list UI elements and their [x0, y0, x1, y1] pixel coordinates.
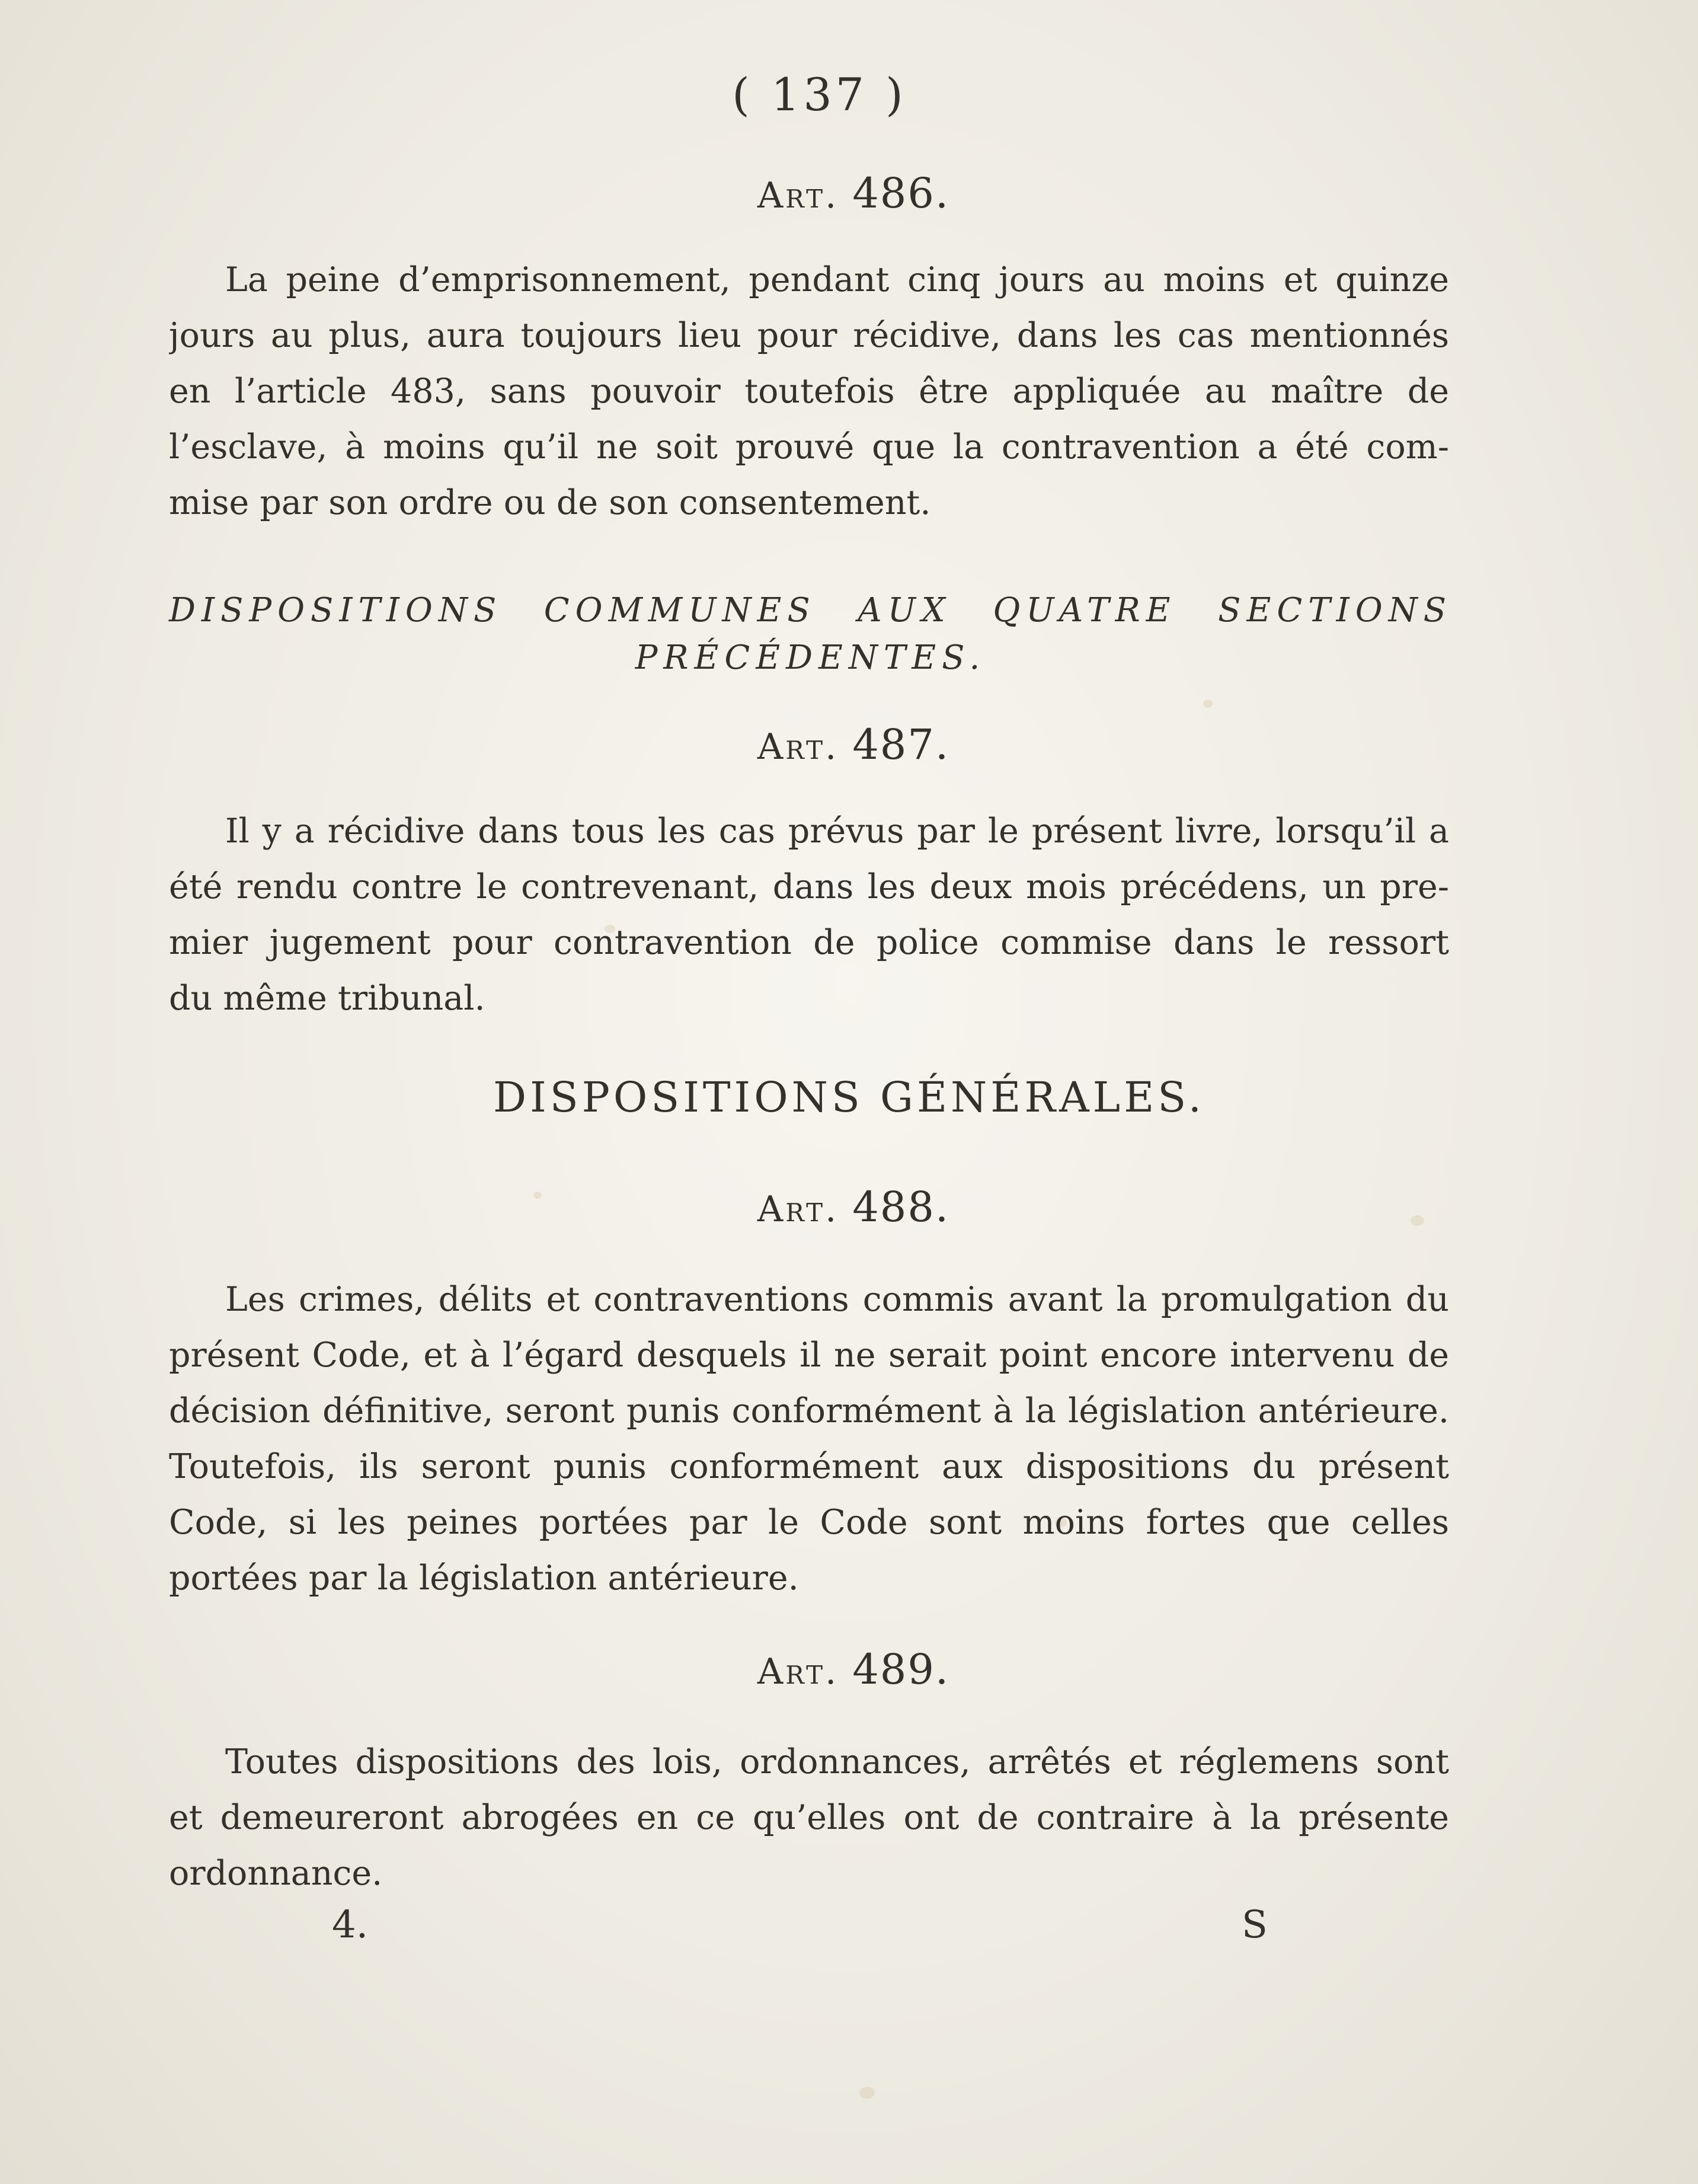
text-line: été rendu contre le contrevenant, dans les deux mois précédens, un pre- — [169, 867, 1449, 906]
article-heading-486 — [533, 169, 1173, 218]
text-line: ordonnance. — [169, 1854, 383, 1893]
text-line: mier jugement pour contravention de police commise dans le ressort — [169, 923, 1449, 962]
text-line: portées par la législation antérieure. — [169, 1559, 799, 1598]
text-line: Toutes dispositions des lois, ordonnances, arrêtés et réglemens sont — [225, 1742, 1449, 1781]
article-number: 488. — [852, 1183, 950, 1231]
paper-stain — [1411, 1215, 1424, 1226]
text-line: Il y a récidive dans tous les cas prévus par le présent livre, lorsqu’il a — [225, 812, 1449, 851]
text-line: l’esclave, à moins qu’il ne soit prouvé que la contravention a été com- — [169, 427, 1449, 467]
article-label: Art. — [757, 1651, 839, 1693]
text-line: en l’article 483, sans pouvoir toutefois être appliquée au maître de — [169, 372, 1449, 411]
text-line: mise par son ordre ou de son consentement. — [169, 483, 931, 522]
signature-mark-right: S — [1242, 1903, 1268, 1947]
text-line: jours au plus, aura toujours lieu pour récidive, dans les cas mentionnés — [169, 316, 1449, 355]
article-heading-489 — [533, 1645, 1173, 1694]
text-line: et demeureront abrogées en ce qu’elles ont de contraire à la présente — [169, 1798, 1449, 1837]
article-number: 486. — [852, 169, 950, 218]
article-number: 489. — [852, 1645, 950, 1694]
text-line: La peine d’emprisonnement, pendant cinq jours au moins et quinze — [225, 260, 1449, 299]
section-heading-general: DISPOSITIONS GÉNÉRALES. — [493, 1073, 1205, 1122]
paper-stain — [859, 2087, 875, 2099]
text-line: Code, si les peines portées par le Code sont moins fortes que celles — [169, 1503, 1449, 1542]
article-number: 487. — [852, 720, 950, 769]
article-heading-488 — [533, 1183, 1173, 1231]
paper-stain — [1203, 700, 1213, 708]
article-label: Art. — [757, 1189, 839, 1230]
page-number: ( 137 ) — [732, 68, 907, 121]
text-line: Toutefois, ils seront punis conformément aux dispositions du présent — [169, 1447, 1449, 1486]
signature-mark-left: 4. — [332, 1903, 369, 1947]
article-label: Art. — [757, 175, 839, 216]
text-line: Les crimes, délits et contraventions commis avant la promulgation du — [225, 1280, 1449, 1319]
section-heading-line: DISPOSITIONS COMMUNES AUX QUATRE SECTIONS — [169, 591, 1452, 630]
article-label: Art. — [757, 726, 839, 768]
text-line: du même tribunal. — [169, 979, 485, 1018]
text-line: présent Code, et à l’égard desquels il ne serait point encore intervenu de — [169, 1336, 1449, 1375]
article-heading-487 — [533, 720, 1173, 769]
section-heading-line: PRÉCÉDENTES. — [635, 638, 986, 677]
text-line: décision définitive, seront punis conformément à la législation antérieure. — [169, 1391, 1449, 1431]
